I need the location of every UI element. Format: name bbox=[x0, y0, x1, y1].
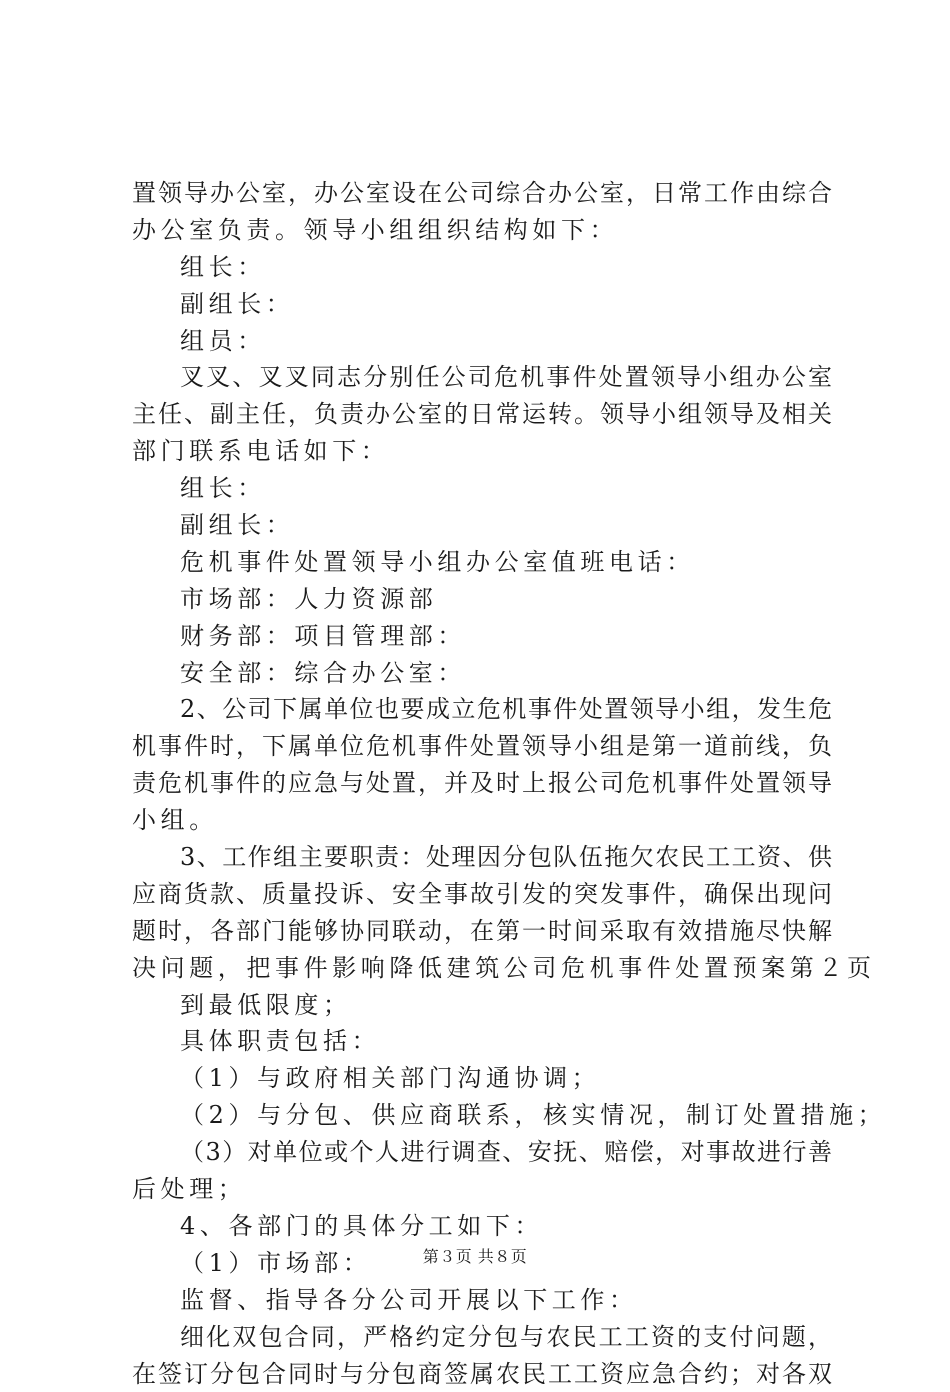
text-line: 主任、副主任，负责办公室的日常运转。领导小组领导及相关 bbox=[132, 396, 832, 433]
text-line: 责危机事件的应急与处置，并及时上报公司危机事件处置领导 bbox=[132, 765, 832, 802]
text-line: 细化双包合同，严格约定分包与农民工工资的支付问题， bbox=[132, 1319, 832, 1356]
text-line: （1）市场部： bbox=[132, 1245, 832, 1282]
text-line: 监督、指导各分公司开展以下工作： bbox=[132, 1282, 832, 1319]
text-line: 安全部：综合办公室： bbox=[132, 655, 832, 692]
text-line: 应商货款、质量投诉、安全事故引发的突发事件，确保出现问 bbox=[132, 876, 832, 913]
text-line: 组长： bbox=[132, 249, 832, 286]
text-line: 部门联系电话如下： bbox=[132, 433, 832, 470]
text-line: 组长： bbox=[132, 470, 832, 507]
text-line: 副组长： bbox=[132, 507, 832, 544]
text-line: 置领导办公室，办公室设在公司综合办公室，日常工作由综合 bbox=[132, 175, 832, 212]
text-line: 在签订分包合同时与分包商签属农民工工资应急合约；对各双 bbox=[132, 1356, 832, 1392]
text-line: 小组。 bbox=[132, 802, 832, 839]
text-line: 危机事件处置领导小组办公室值班电话： bbox=[132, 544, 832, 581]
text-line: 后处理； bbox=[132, 1171, 832, 1208]
text-line: 市场部：人力资源部 bbox=[132, 581, 832, 618]
text-line: 3、工作组主要职责：处理因分包队伍拖欠农民工工资、供 bbox=[132, 839, 832, 876]
text-line: 决问题，把事件影响降低建筑公司危机事件处置预案第２页 bbox=[132, 950, 832, 987]
text-line: 副组长： bbox=[132, 286, 832, 323]
text-line: 叉叉、叉叉同志分别任公司危机事件处置领导小组办公室 bbox=[132, 359, 832, 396]
text-line: 题时，各部门能够协同联动，在第一时间采取有效措施尽快解 bbox=[132, 913, 832, 950]
text-line: （3）对单位或个人进行调查、安抚、赔偿，对事故进行善 bbox=[132, 1134, 832, 1171]
text-line: 机事件时，下属单位危机事件处置领导小组是第一道前线，负 bbox=[132, 728, 832, 765]
text-line: 2、公司下属单位也要成立危机事件处置领导小组，发生危 bbox=[132, 691, 832, 728]
text-line: 办公室负责。领导小组组织结构如下： bbox=[132, 212, 832, 249]
text-line: （2）与分包、供应商联系，核实情况，制订处置措施； bbox=[132, 1097, 832, 1134]
text-line: 具体职责包括： bbox=[132, 1023, 832, 1060]
text-line: 财务部：项目管理部： bbox=[132, 618, 832, 655]
text-line: 到最低限度； bbox=[132, 987, 832, 1024]
document-body bbox=[132, 175, 832, 1392]
text-line: 4、各部门的具体分工如下： bbox=[132, 1208, 832, 1245]
text-line: （1）与政府相关部门沟通协调； bbox=[132, 1060, 832, 1097]
text-line: 组员： bbox=[132, 323, 832, 360]
page-number-footer: 第３页 共８页 bbox=[0, 1244, 950, 1267]
